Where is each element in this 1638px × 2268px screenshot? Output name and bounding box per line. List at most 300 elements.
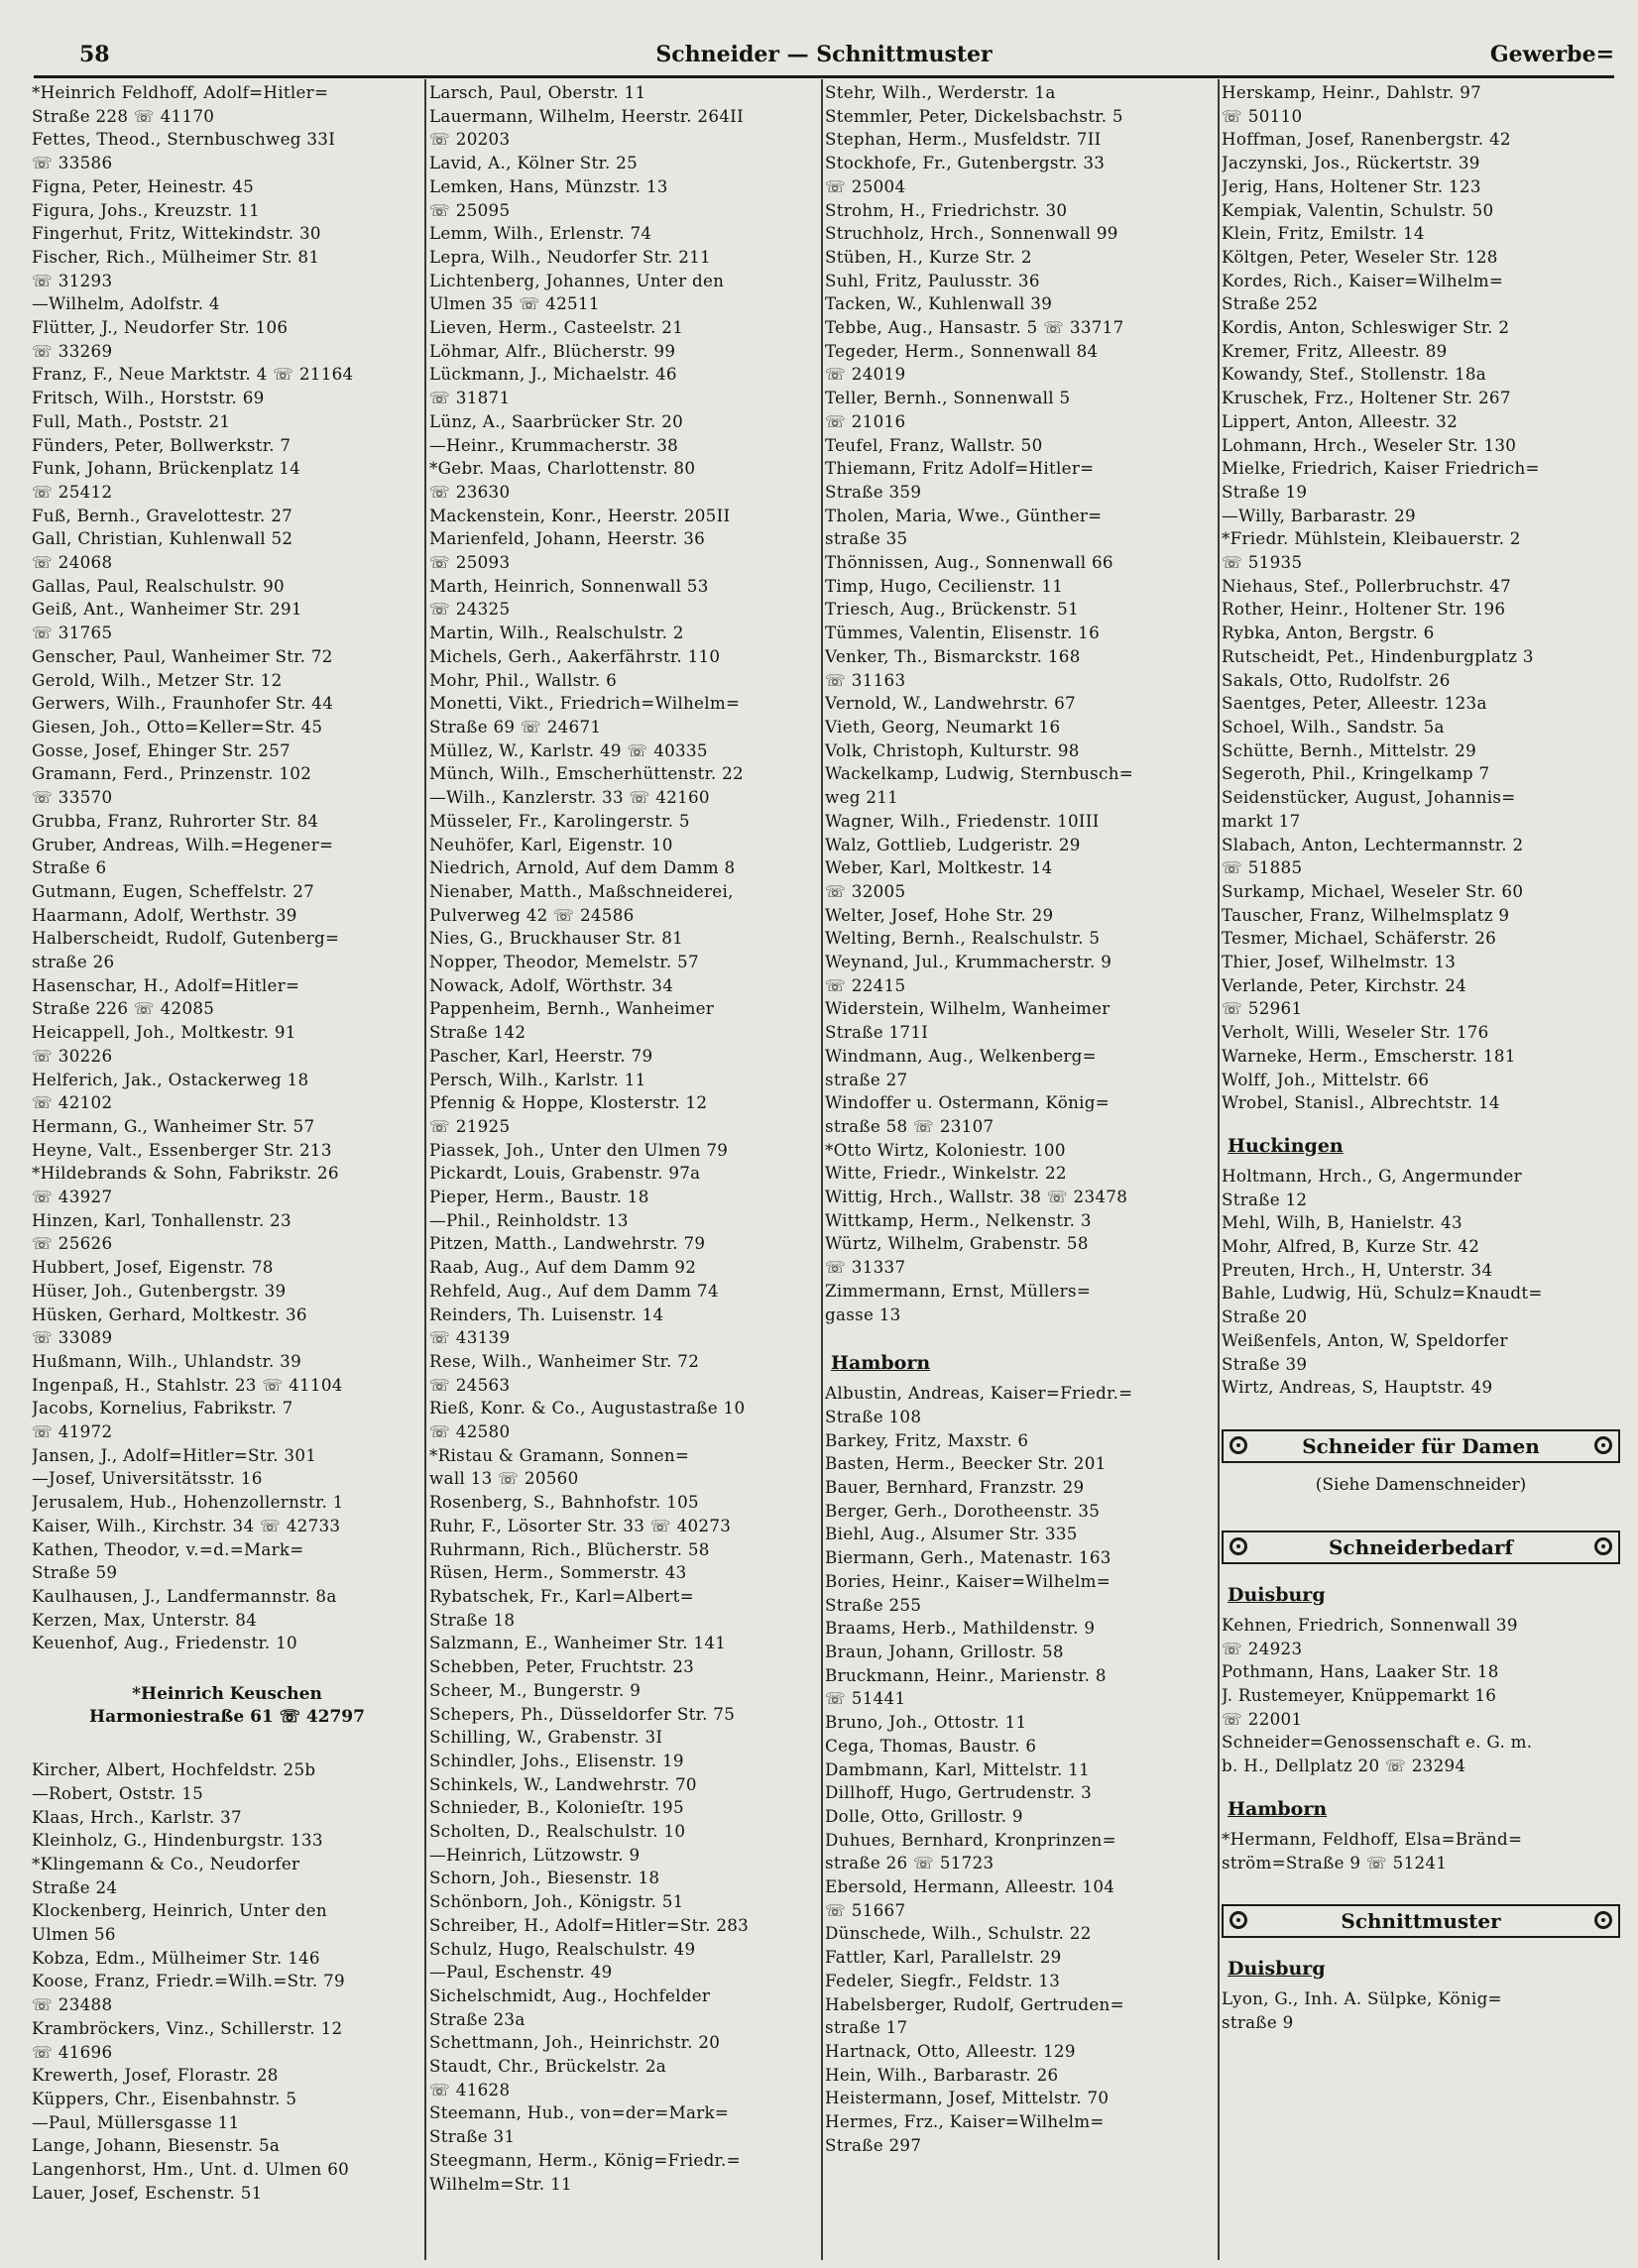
listing-line: straße 17 — [825, 2017, 908, 2038]
listing-line: Tacken, W., Kuhlenwall 39 — [825, 293, 1053, 314]
listing-line: Pothmann, Hans, Laaker Str. 18 — [1222, 1661, 1499, 1682]
listing-line: Slabach, Anton, Lechtermannstr. 2 — [1222, 834, 1524, 854]
listing-line: Dolle, Otto, Grillostr. 9 — [825, 1805, 1023, 1826]
section-header-damen — [1222, 1429, 1620, 1463]
listing-line: straße 9 — [1222, 2012, 1294, 2032]
listing-line: Klaas, Hrch., Karlstr. 37 — [32, 1806, 242, 1827]
listing-line: Michels, Gerh., Aakerfährstr. 110 — [429, 645, 721, 666]
listing-line: Mielke, Friedrich, Kaiser Friedrich= — [1222, 458, 1540, 479]
page-title: Schneider — Schnittmuster — [655, 42, 993, 67]
listing-line: Bruckmann, Heinr., Marienstr. 8 — [825, 1664, 1107, 1685]
listing-line: Stehr, Wilh., Werderstr. 1a — [825, 82, 1056, 102]
listing-line: Raab, Aug., Auf dem Damm 92 — [429, 1257, 697, 1278]
city-heading-duisburg: Duisburg — [1228, 1958, 1326, 1981]
listing-line: Genscher, Paul, Wanheimer Str. 72 — [32, 645, 333, 666]
listing-line: ☏ 41628 — [429, 2079, 511, 2099]
listing-line: Schnieder, B., Kolonieſtr. 195 — [429, 1797, 684, 1818]
section-title: Schneider für Damen — [1302, 1433, 1540, 1458]
listing-line: weg 211 — [825, 787, 899, 808]
listing-line: Hußmann, Wilh., Uhlandstr. 39 — [32, 1350, 301, 1371]
listing-line: straße 58 ☏ 23107 — [825, 1115, 994, 1136]
listing-line: Wirtz, Andreas, S, Hauptstr. 49 — [1222, 1377, 1493, 1398]
listing-line: Bories, Heinr., Kaiser=Wilhelm= — [825, 1570, 1111, 1591]
listing-line: ☏ 21925 — [429, 1115, 511, 1136]
listing-line: Pascher, Karl, Heerstr. 79 — [429, 1045, 653, 1066]
listing-line: Bauer, Bernhard, Franzstr. 29 — [825, 1477, 1085, 1498]
listing-line: Steemann, Hub., von=der=Mark= — [429, 2102, 730, 2123]
listing-line: Würtz, Wilhelm, Grabenstr. 58 — [825, 1233, 1089, 1254]
listing-line: Mohr, Phil., Wallstr. 6 — [429, 669, 618, 690]
listing-line: Kleinholz, G., Hindenburgstr. 133 — [32, 1830, 323, 1851]
entry-list — [1222, 1165, 1620, 1400]
listing-line: Lyon, G., Inh. A. Sülpke, König= — [1222, 1988, 1502, 2009]
column-2 — [429, 81, 819, 2252]
entry-list — [825, 81, 1215, 1326]
listing-line: Langenhorst, Hm., Unt. d. Ulmen 60 — [32, 2159, 350, 2180]
listing-line: *Hermann, Feldhoff, Elsa=Bränd= — [1222, 1828, 1523, 1849]
listing-line: Jerusalem, Hub., Hohenzollernstr. 1 — [32, 1492, 344, 1513]
listing-line: ☏ 22001 — [1222, 1708, 1303, 1729]
listing-line: Scheer, M., Bungerstr. 9 — [429, 1679, 642, 1700]
listing-line: Stephan, Herm., Musfeldstr. 7II — [825, 129, 1102, 150]
listing-line: straße 26 — [32, 952, 115, 972]
listing-line: Windoffer u. Ostermann, König= — [825, 1092, 1111, 1113]
column-3 — [825, 81, 1215, 2252]
listing-line: Grubba, Franz, Ruhrorter Str. 84 — [32, 810, 319, 831]
listing-line: Straße 19 — [1222, 481, 1308, 502]
listing-line: Strohm, H., Friedrichstr. 30 — [825, 199, 1068, 220]
listing-line: Albustin, Andreas, Kaiser=Friedr.= — [825, 1383, 1133, 1404]
city-heading-huckingen: Huckingen — [1228, 1134, 1344, 1157]
listing-line: Marth, Heinrich, Sonnenwall 53 — [429, 575, 709, 596]
listing-line: Straße 39 — [1222, 1353, 1308, 1374]
listing-line: Müllez, W., Karlstr. 49 ☏ 40335 — [429, 739, 708, 760]
bullet-icon — [1594, 1537, 1612, 1555]
listing-line: J. Rustemeyer, Knüppemarkt 16 — [1222, 1685, 1497, 1706]
listing-line: straße 27 — [825, 1069, 908, 1089]
listing-line: Straße 59 — [32, 1562, 118, 1583]
listing-line: Teufel, Franz, Wallstr. 50 — [825, 434, 1043, 455]
listing-line: Timp, Hugo, Cecilienstr. 11 — [825, 575, 1064, 596]
listing-line: Rese, Wilh., Wanheimer Str. 72 — [429, 1350, 700, 1371]
listing-line: Figna, Peter, Heinestr. 45 — [32, 175, 255, 196]
listing-line: ☏ 51667 — [825, 1899, 906, 1920]
listing-line: Niedrich, Arnold, Auf dem Damm 8 — [429, 857, 736, 878]
listing-line: Teller, Bernh., Sonnenwall 5 — [825, 388, 1071, 408]
listing-line: *Ristau & Gramann, Sonnen= — [429, 1444, 690, 1465]
listing-line: Nies, G., Bruckhauser Str. 81 — [429, 928, 684, 949]
listing-line: Pickardt, Louis, Grabenstr. 97a — [429, 1163, 701, 1184]
listing-line: Hermes, Frz., Kaiser=Wilhelm= — [825, 2111, 1105, 2132]
listing-line: Ruhr, F., Lösorter Str. 33 ☏ 40273 — [429, 1515, 732, 1535]
listing-line: ☏ 51441 — [825, 1688, 906, 1709]
listing-line: ☏ 33269 — [32, 340, 113, 361]
listing-line: Sichelschmidt, Aug., Hochfelder — [429, 1984, 711, 2005]
listing-line: Niehaus, Stef., Pollerbruchstr. 47 — [1222, 575, 1512, 596]
entry-list — [1222, 1614, 1620, 1778]
ad-address: Harmoniestraße 61 ☏ 42797 — [89, 1707, 365, 1728]
section-header-schnittmuster — [1222, 1904, 1620, 1938]
listing-line: Fritsch, Wilh., Horststr. 69 — [32, 388, 265, 408]
entry-list — [429, 81, 819, 2196]
listing-line: Habelsberger, Rudolf, Gertruden= — [825, 1993, 1124, 2014]
entry-list — [1222, 81, 1620, 1115]
listing-line: Dillhoff, Hugo, Gertrudenstr. 3 — [825, 1782, 1093, 1803]
listing-line: Warneke, Herm., Emscherstr. 181 — [1222, 1045, 1516, 1066]
listing-line: Wagner, Wilh., Friedenstr. 10III — [825, 810, 1100, 831]
listing-line: Kordes, Rich., Kaiser=Wilhelm= — [1222, 270, 1504, 290]
listing-line: Zimmermann, Ernst, Müllers= — [825, 1280, 1092, 1301]
listing-line: Welter, Josef, Hohe Str. 29 — [825, 904, 1054, 925]
listing-line: Weber, Karl, Moltkestr. 14 — [825, 857, 1053, 878]
listing-line: Heicappell, Joh., Moltkestr. 91 — [32, 1022, 296, 1043]
listing-line: Marienfeld, Johann, Heerstr. 36 — [429, 528, 706, 549]
listing-line: ☏ 42102 — [32, 1092, 113, 1113]
listing-line: Klein, Fritz, Emilstr. 14 — [1222, 223, 1425, 244]
listing-line: Salzmann, E., Wanheimer Str. 141 — [429, 1633, 727, 1653]
listing-line: Straße 31 — [429, 2126, 516, 2147]
listing-line: Straße 6 — [32, 857, 107, 878]
listing-line: ☏ 31765 — [32, 623, 113, 643]
listing-line: Weißenfels, Anton, W, Speldorfer — [1222, 1329, 1508, 1350]
listing-line: Kowandy, Stef., Stollenstr. 18a — [1222, 364, 1487, 385]
listing-line: ☏ 43927 — [32, 1187, 113, 1207]
listing-line: Monetti, Vikt., Friedrich=Wilhelm= — [429, 693, 741, 714]
listing-line: Biermann, Gerh., Matenastr. 163 — [825, 1547, 1112, 1568]
listing-line: ☏ 23488 — [32, 1994, 113, 2015]
listing-line: Kobza, Edm., Mülheimer Str. 146 — [32, 1947, 320, 1968]
listing-line: *Friedr. Mühlstein, Kleibauerstr. 2 — [1222, 528, 1521, 549]
listing-line: Ebersold, Hermann, Alleestr. 104 — [825, 1876, 1115, 1897]
listing-line: Stüben, H., Kurze Str. 2 — [825, 246, 1032, 267]
listing-line: Kruschek, Frz., Holtener Str. 267 — [1222, 388, 1511, 408]
listing-line: —Wilh., Kanzlerstr. 33 ☏ 42160 — [429, 787, 710, 808]
listing-line: Haarmann, Adolf, Werthstr. 39 — [32, 904, 297, 925]
listing-line: Herskamp, Heinr., Dahlstr. 97 — [1222, 82, 1482, 102]
listing-line: Rybatschek, Fr., Karl=Albert= — [429, 1586, 694, 1606]
listing-line: Rieß, Konr. & Co., Augustastraße 10 — [429, 1398, 746, 1418]
listing-line: markt 17 — [1222, 810, 1301, 831]
listing-line: *Hildebrands & Sohn, Fabrikstr. 26 — [32, 1163, 339, 1184]
listing-line: Thier, Josef, Wilhelmstr. 13 — [1222, 952, 1457, 972]
listing-line: Pieper, Herm., Baustr. 18 — [429, 1187, 649, 1207]
bullet-icon — [1594, 1436, 1612, 1454]
listing-line: Hartnack, Otto, Alleestr. 129 — [825, 2040, 1076, 2061]
listing-line: Martin, Wilh., Realschulstr. 2 — [429, 623, 684, 643]
listing-line: Hüser, Joh., Gutenbergstr. 39 — [32, 1280, 287, 1301]
listing-line: Mohr, Alfred, B, Kurze Str. 42 — [1222, 1236, 1480, 1257]
listing-line: ☏ 25626 — [32, 1233, 113, 1254]
listing-line: —Paul, Müllersgasse 11 — [32, 2111, 240, 2132]
listing-line: Münch, Wilh., Emscherhüttenstr. 22 — [429, 763, 744, 784]
listing-line: Gutmann, Eugen, Scheffelstr. 27 — [32, 880, 315, 901]
listing-line: Schneider=Genossenschaft e. G. m. — [1222, 1732, 1533, 1753]
listing-line: Hüsken, Gerhard, Moltkestr. 36 — [32, 1304, 307, 1324]
listing-line: ☏ 24923 — [1222, 1638, 1303, 1658]
listing-line: Mackenstein, Konr., Heerstr. 205II — [429, 505, 731, 525]
listing-line: Preuten, Hrch., H, Unterstr. 34 — [1222, 1259, 1493, 1280]
listing-line: Franz, F., Neue Marktstr. 4 ☏ 21164 — [32, 364, 354, 385]
listing-line: Löhmar, Alfr., Blücherstr. 99 — [429, 340, 676, 361]
listing-line: Tauscher, Franz, Wilhelmsplatz 9 — [1222, 904, 1510, 925]
entry-list — [825, 1382, 1215, 2157]
listing-line: Persch, Wilh., Karlstr. 11 — [429, 1069, 646, 1089]
listing-line: Kordis, Anton, Schleswiger Str. 2 — [1222, 317, 1510, 338]
listing-line: Straße 226 ☏ 42085 — [32, 998, 215, 1019]
listing-line: Küppers, Chr., Eisenbahnstr. 5 — [32, 2088, 297, 2108]
listing-line: Rehfeld, Aug., Auf dem Damm 74 — [429, 1280, 719, 1301]
listing-line: Hubbert, Josef, Eigenstr. 78 — [32, 1257, 274, 1278]
page-number: 58 — [79, 42, 110, 67]
listing-line: Flütter, J., Neudorfer Str. 106 — [32, 317, 289, 338]
cross-reference-note: (Siehe Damenschneider) — [1315, 1474, 1527, 1495]
listing-line: Schepers, Ph., Düsseldorfer Str. 75 — [429, 1703, 736, 1724]
listing-line: Witte, Friedr., Winkelstr. 22 — [825, 1163, 1067, 1184]
listing-line: Dünschede, Wilh., Schulstr. 22 — [825, 1923, 1092, 1944]
listing-line: —Willy, Barbarastr. 29 — [1222, 505, 1416, 525]
listing-line: Hasenschar, H., Adolf=Hitler= — [32, 974, 300, 995]
listing-line: ☏ 24563 — [429, 1374, 511, 1395]
listing-line: Schreiber, H., Adolf=Hitler=Str. 283 — [429, 1914, 750, 1935]
listing-line: Költgen, Peter, Weseler Str. 128 — [1222, 246, 1498, 267]
entry-list — [32, 81, 422, 1655]
listing-line: Bruno, Joh., Ottostr. 11 — [825, 1712, 1027, 1733]
listing-line: b. H., Dellplatz 20 ☏ 23294 — [1222, 1756, 1466, 1776]
listing-line: Kehnen, Friedrich, Sonnenwall 39 — [1222, 1614, 1518, 1635]
listing-line: Geiß, Ant., Wanheimer Str. 291 — [32, 599, 302, 620]
page-header — [34, 36, 1614, 78]
listing-line: Pfennig & Hoppe, Klosterstr. 12 — [429, 1092, 708, 1113]
listing-line: Straße 12 — [1222, 1189, 1308, 1209]
listing-line: Windmann, Aug., Welkenberg= — [825, 1045, 1097, 1066]
listing-line: Straße 23a — [429, 2008, 526, 2029]
listing-line: Hermann, G., Wanheimer Str. 57 — [32, 1115, 315, 1136]
listing-line: Surkamp, Michael, Weseler Str. 60 — [1222, 880, 1524, 901]
listing-line: Rutscheidt, Pet., Hindenburgplatz 3 — [1222, 645, 1534, 666]
listing-line: —Wilhelm, Adolfstr. 4 — [32, 293, 220, 314]
listing-line: Straße 228 ☏ 41170 — [32, 105, 215, 126]
entry-list — [1222, 1828, 1620, 1874]
listing-line: Straße 18 — [429, 1609, 516, 1630]
city-heading-hamborn: Hamborn — [1228, 1797, 1328, 1820]
listing-line: Straße 142 — [429, 1022, 526, 1043]
listing-line: Lange, Johann, Biesenstr. 5a — [32, 2135, 281, 2156]
listing-line: Straße 69 ☏ 24671 — [429, 716, 602, 737]
listing-line: Wackelkamp, Ludwig, Sternbusch= — [825, 763, 1134, 784]
listing-line: Lauermann, Wilhelm, Heerstr. 264II — [429, 105, 744, 126]
listing-line: Schinkels, W., Landwehrstr. 70 — [429, 1773, 697, 1794]
listing-line: Ingenpaß, H., Stahlstr. 23 ☏ 41104 — [32, 1374, 343, 1395]
listing-line: Mehl, Wilh, B, Hanielstr. 43 — [1222, 1212, 1462, 1233]
listing-line: Straße 252 — [1222, 293, 1319, 314]
listing-line: Koose, Franz, Friedr.=Wilh.=Str. 79 — [32, 1971, 345, 1991]
listing-line: Straße 20 — [1222, 1306, 1308, 1327]
listing-line: Vieth, Georg, Neumarkt 16 — [825, 716, 1061, 737]
listing-line: ☏ 24068 — [32, 552, 113, 573]
listing-line: straße 35 — [825, 528, 908, 549]
listing-line: Holtmann, Hrch., G, Angermunder — [1222, 1165, 1522, 1186]
listing-line: ☏ 31293 — [32, 270, 113, 290]
listing-line: Full, Math., Poststr. 21 — [32, 410, 231, 431]
listing-line: *Otto Wirtz, Koloniestr. 100 — [825, 1139, 1066, 1160]
listing-line: Pappenheim, Bernh., Wanheimer — [429, 998, 715, 1019]
listing-line: Kempiak, Valentin, Schulstr. 50 — [1222, 199, 1494, 220]
listing-line: Tebbe, Aug., Hansastr. 5 ☏ 33717 — [825, 317, 1124, 338]
listing-line: Sakals, Otto, Rudolfstr. 26 — [1222, 669, 1451, 690]
ad-name: *Heinrich Keuschen — [132, 1684, 322, 1705]
column-divider — [1218, 79, 1220, 2260]
listing-line: Gerwers, Wilh., Fraunhofer Str. 44 — [32, 693, 334, 714]
listing-line: ☏ 25093 — [429, 552, 511, 573]
listing-line: *Heinrich Feldhoff, Adolf=Hitler= — [32, 82, 329, 102]
listing-line: Straße 255 — [825, 1594, 922, 1615]
listing-line: ☏ 25095 — [429, 199, 511, 220]
listing-line: Barkey, Fritz, Maxstr. 6 — [825, 1429, 1029, 1450]
listing-line: Lückmann, J., Michaelstr. 46 — [429, 364, 677, 385]
listing-line: Venker, Th., Bismarckstr. 168 — [825, 645, 1081, 666]
entry-list — [32, 1758, 422, 2205]
listing-line: Thönnissen, Aug., Sonnenwall 66 — [825, 552, 1113, 573]
listing-line: Schönborn, Joh., Königstr. 51 — [429, 1891, 684, 1912]
listing-line: Piassek, Joh., Unter den Ulmen 79 — [429, 1139, 729, 1160]
listing-line: Lieven, Herm., Casteelstr. 21 — [429, 317, 684, 338]
listing-line: Fischer, Rich., Mülheimer Str. 81 — [32, 246, 320, 267]
column-divider — [821, 79, 823, 2260]
listing-line: Seidenstücker, August, Johannis= — [1222, 787, 1516, 808]
listing-line: Saentges, Peter, Alleestr. 123a — [1222, 693, 1487, 714]
listing-line: Straße 171I — [825, 1022, 929, 1043]
listing-line: wall 13 ☏ 20560 — [429, 1468, 579, 1489]
listing-line: Vernold, W., Landwehrstr. 67 — [825, 693, 1076, 714]
listing-line: Fettes, Theod., Sternbuschweg 33I — [32, 129, 336, 150]
listing-line: Fuß, Bernh., Gravelottestr. 27 — [32, 505, 293, 525]
listing-line: Krewerth, Josef, Florastr. 28 — [32, 2065, 279, 2086]
listing-line: —Robert, Oststr. 15 — [32, 1782, 204, 1803]
listing-line: Cega, Thomas, Baustr. 6 — [825, 1735, 1037, 1756]
listing-line: Kircher, Albert, Hochfeldstr. 25b — [32, 1759, 316, 1780]
listing-line: Wilhelm=Str. 11 — [429, 2173, 572, 2194]
listing-line: Steegmann, Herm., König=Friedr.= — [429, 2149, 741, 2170]
listing-line: ☏ 50110 — [1222, 105, 1303, 126]
listing-line: Struchholz, Hrch., Sonnenwall 99 — [825, 223, 1118, 244]
listing-line: Triesch, Aug., Brückenstr. 51 — [825, 599, 1080, 620]
listing-line: ☏ 41696 — [32, 2041, 113, 2062]
listing-line: Verholt, Willi, Weseler Str. 176 — [1222, 1022, 1489, 1043]
listing-line: Straße 24 — [32, 1876, 118, 1897]
listing-line: ☏ 42580 — [429, 1421, 511, 1442]
city-heading-duisburg: Duisburg — [1228, 1583, 1326, 1606]
listing-line: Kaulhausen, J., Landfermannstr. 8a — [32, 1586, 337, 1606]
listing-line: —Phil., Reinholdstr. 13 — [429, 1209, 629, 1230]
listing-line: Wittkamp, Herm., Nelkenstr. 3 — [825, 1209, 1092, 1230]
listing-line: Fedeler, Siegfr., Feldstr. 13 — [825, 1970, 1061, 1990]
bullet-icon — [1594, 1911, 1612, 1929]
category-heading: Gewerbe= — [1489, 42, 1614, 67]
listing-line: Straße 108 — [825, 1406, 922, 1426]
listing-line: Rybka, Anton, Bergstr. 6 — [1222, 623, 1435, 643]
listing-line: Berger, Gerh., Dorotheenstr. 35 — [825, 1500, 1101, 1521]
listing-line: ☏ 20203 — [429, 129, 511, 150]
listing-line: Fingerhut, Fritz, Wittekindstr. 30 — [32, 223, 321, 244]
listing-line: Fünders, Peter, Bollwerkstr. 7 — [32, 434, 292, 455]
listing-line: ☏ 24325 — [429, 599, 511, 620]
column-4 — [1222, 81, 1620, 2252]
listing-line: ☏ 33089 — [32, 1327, 113, 1348]
listing-line: Straße 359 — [825, 481, 922, 502]
listing-line: Jansen, J., Adolf=Hitler=Str. 301 — [32, 1444, 317, 1465]
listing-line: Gallas, Paul, Realschulstr. 90 — [32, 575, 285, 596]
listing-line: ☏ 22415 — [825, 974, 906, 995]
listing-line: Pitzen, Matth., Landwehrstr. 79 — [429, 1233, 706, 1254]
listing-line: Wolff, Joh., Mittelstr. 66 — [1222, 1069, 1430, 1089]
listing-line: Schilling, W., Grabenstr. 3I — [429, 1727, 663, 1748]
listing-line: Nienaber, Matth., Maßschneiderei, — [429, 880, 734, 901]
listing-line: Lemken, Hans, Münzstr. 13 — [429, 175, 668, 196]
section-title: Schnittmuster — [1341, 1909, 1501, 1934]
listing-line: Kaiser, Wilh., Kirchstr. 34 ☏ 42733 — [32, 1515, 341, 1535]
listing-line: ström=Straße 9 ☏ 51241 — [1222, 1852, 1448, 1872]
listing-line: ☏ 51885 — [1222, 857, 1303, 878]
listing-line: *Gebr. Maas, Charlottenstr. 80 — [429, 458, 696, 479]
listing-line: Kathen, Theodor, v.=d.=Mark= — [32, 1538, 304, 1559]
listing-line: Lemm, Wilh., Erlenstr. 74 — [429, 223, 652, 244]
listing-line: ☏ 25004 — [825, 175, 906, 196]
listing-line: Ruhrmann, Rich., Blücherstr. 58 — [429, 1538, 710, 1559]
listing-line: Ulmen 56 — [32, 1924, 116, 1945]
listing-line: Schulz, Hugo, Realschulstr. 49 — [429, 1938, 696, 1959]
listing-line: Kremer, Fritz, Alleestr. 89 — [1222, 340, 1448, 361]
listing-line: Neuhöfer, Karl, Eigenstr. 10 — [429, 834, 673, 854]
listing-line: Rother, Heinr., Holtener Str. 196 — [1222, 599, 1506, 620]
listing-line: Welting, Bernh., Realschulstr. 5 — [825, 928, 1101, 949]
listing-line: Lavid, A., Kölner Str. 25 — [429, 153, 638, 173]
listing-line: Fattler, Karl, Parallelstr. 29 — [825, 1947, 1062, 1968]
listing-line: Larsch, Paul, Oberstr. 11 — [429, 82, 646, 102]
listing-line: Suhl, Fritz, Paulusstr. 36 — [825, 270, 1040, 290]
listing-line: ☏ 51935 — [1222, 552, 1303, 573]
listing-line: ☏ 30226 — [32, 1045, 113, 1066]
listing-line: Hoffman, Josef, Ranenbergstr. 42 — [1222, 129, 1511, 150]
listing-line: ☏ 33570 — [32, 787, 113, 808]
listing-line: Thiemann, Fritz Adolf=Hitler= — [825, 458, 1095, 479]
listing-line: Rosenberg, S., Bahnhofstr. 105 — [429, 1492, 699, 1513]
listing-line: Straße 297 — [825, 2134, 922, 2155]
city-heading-hamborn: Hamborn — [831, 1352, 931, 1375]
listing-line: ☏ 52961 — [1222, 998, 1303, 1019]
listing-line: Jaczynski, Jos., Rückertstr. 39 — [1222, 153, 1480, 173]
listing-line: Klockenberg, Heinrich, Unter den — [32, 1900, 327, 1921]
listing-line: Gramann, Ferd., Prinzenstr. 102 — [32, 763, 312, 784]
listing-line: Halberscheidt, Rudolf, Gutenberg= — [32, 928, 340, 949]
listing-line: Tholen, Maria, Wwe., Günther= — [825, 505, 1103, 525]
listing-line: —Heinr., Krummacherstr. 38 — [429, 434, 679, 455]
listing-line: Hein, Wilh., Barbarastr. 26 — [825, 2064, 1059, 2085]
listing-line: Lichtenberg, Johannes, Unter den — [429, 270, 725, 290]
listing-line: —Josef, Universitätsstr. 16 — [32, 1468, 263, 1489]
listing-line: Tegeder, Herm., Sonnenwall 84 — [825, 340, 1099, 361]
listing-line: Stemmler, Peter, Dickelsbachstr. 5 — [825, 105, 1123, 126]
section-header-bedarf — [1222, 1531, 1620, 1564]
listing-line: Stockhofe, Fr., Gutenbergstr. 33 — [825, 153, 1106, 173]
listing-line: Krambröckers, Vinz., Schillerstr. 12 — [32, 2017, 343, 2038]
listing-line: Tümmes, Valentin, Elisenstr. 16 — [825, 623, 1100, 643]
listing-line: —Paul, Eschenstr. 49 — [429, 1962, 613, 1983]
listing-line: Duhues, Bernhard, Kronprinzen= — [825, 1829, 1116, 1850]
listing-line: Lippert, Anton, Alleestr. 32 — [1222, 410, 1458, 431]
listing-line: Segeroth, Phil., Kringelkamp 7 — [1222, 763, 1490, 784]
column-divider — [424, 79, 426, 2260]
listing-line: Widerstein, Wilhelm, Wanheimer — [825, 998, 1111, 1019]
